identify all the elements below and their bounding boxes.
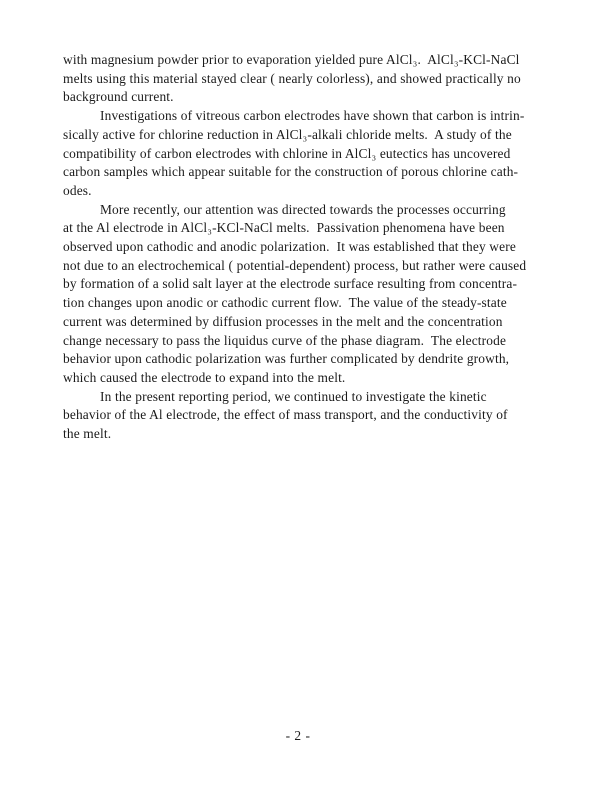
text-line: background current.: [63, 89, 174, 105]
text-line: not due to an electrochemical ( potential-dependent) process, but rather were caused: [63, 257, 527, 273]
text-line: current was determined by diffusion processes in the melt and the concentration: [63, 313, 503, 329]
text-line: odes.: [63, 182, 92, 198]
text-line: the melt.: [63, 426, 112, 442]
text-line: tion changes upon anodic or cathodic current flow. The value of the steady-state: [63, 295, 507, 311]
text-line: sically active for chlorine reduction in AlCl₃-alkali chloride melts. A study of the: [63, 126, 512, 142]
text-line: In the present reporting period, we continued to investigate the kinetic: [100, 388, 487, 404]
text-line: which caused the electrode to expand into the melt.: [63, 369, 346, 385]
paragraph: [63, 201, 559, 388]
page-number: - 2 -: [285, 728, 311, 743]
text-line: compatibility of carbon electrodes with chlorine in AlCl₃ eutectics has uncovered: [63, 145, 511, 161]
text-line: observed upon cathodic and anodic polarization. It was established that they were: [63, 239, 516, 255]
text-line: behavior upon cathodic polarization was further complicated by dendrite growth,: [63, 351, 510, 367]
text-line: Investigations of vitreous carbon electrodes have shown that carbon is intrin-: [100, 108, 525, 124]
text-line: carbon samples which appear suitable for the construction of porous chlorine cath-: [63, 164, 519, 180]
text-line: by formation of a solid salt layer at the electrode surface resulting from concentra-: [63, 276, 518, 292]
text-line: at the Al electrode in AlCl₃-KCl-NaCl melts. Passivation phenomena have been: [63, 220, 505, 236]
text-line: change necessary to pass the liquidus curve of the phase diagram. The electrode: [63, 332, 507, 348]
document-body: [63, 51, 559, 444]
text-line: with magnesium powder prior to evaporation yielded pure AlCl₃. AlCl₃-KCl-NaCl: [63, 52, 520, 67]
text-line: More recently, our attention was directed towards the processes occurring: [100, 201, 506, 217]
text-line: melts using this material stayed clear ( nearly colorless), and showed practically no: [63, 70, 521, 86]
paragraph: [63, 388, 559, 444]
paragraph: [63, 51, 559, 107]
text-line: behavior of the Al electrode, the effect of mass transport, and the conductivity of: [63, 407, 508, 423]
paragraph: [63, 107, 559, 201]
